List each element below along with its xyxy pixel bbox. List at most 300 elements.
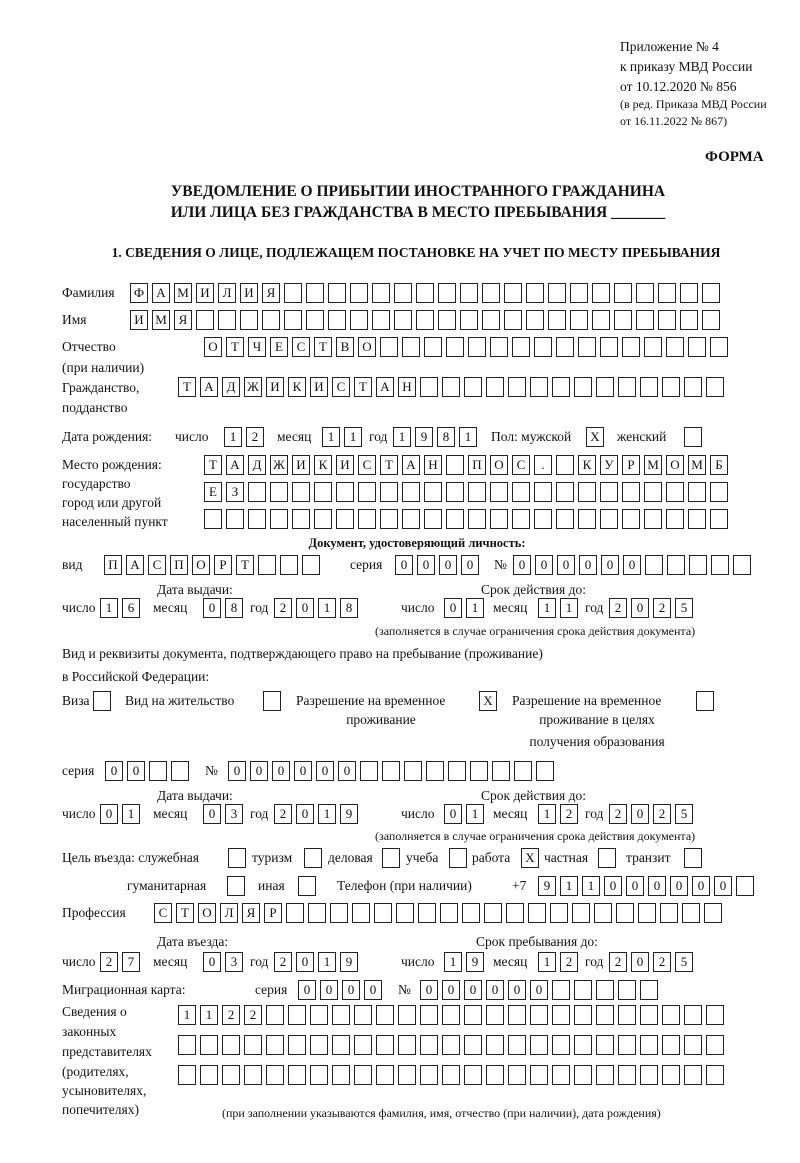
char-cell <box>244 1035 262 1055</box>
char-cell: 0 <box>631 598 649 618</box>
char-cell: 0 <box>461 555 479 575</box>
id-series-label: серия <box>350 557 383 572</box>
char-cell: X <box>521 848 539 868</box>
rd-issue-year-label: год <box>250 806 269 821</box>
char-cell <box>514 761 532 781</box>
entry-month-field <box>203 952 243 972</box>
char-cell <box>372 310 390 330</box>
char-cell: 0 <box>420 980 438 1000</box>
char-cell: П <box>104 555 122 575</box>
entry-year-label: год <box>250 954 269 969</box>
char-cell <box>556 509 574 529</box>
char-cell <box>526 310 544 330</box>
rd-number-label: № <box>205 763 218 778</box>
char-cell <box>328 283 346 303</box>
char-cell: 0 <box>714 876 732 896</box>
char-cell <box>374 903 392 923</box>
char-cell <box>666 509 684 529</box>
char-cell: 2 <box>653 952 671 972</box>
char-cell <box>376 1035 394 1055</box>
char-cell: С <box>358 455 376 475</box>
char-cell: 5 <box>675 952 693 972</box>
char-cell <box>592 283 610 303</box>
char-cell: Т <box>204 455 222 475</box>
char-cell: М <box>174 283 192 303</box>
char-cell <box>622 482 640 502</box>
char-cell <box>614 310 632 330</box>
char-cell <box>644 337 662 357</box>
char-cell <box>380 482 398 502</box>
char-cell <box>636 310 654 330</box>
char-cell: С <box>154 903 172 923</box>
char-cell <box>704 903 722 923</box>
char-cell <box>684 1035 702 1055</box>
sex-male-checkbox <box>586 427 604 447</box>
char-cell: 0 <box>626 876 644 896</box>
char-cell <box>662 1065 680 1085</box>
entry-date-label: Дата въезда: <box>157 934 229 949</box>
char-cell: 2 <box>244 1005 262 1025</box>
char-cell <box>596 1035 614 1055</box>
char-cell <box>570 310 588 330</box>
purpose-study-label: учеба <box>406 850 439 865</box>
char-cell <box>360 761 378 781</box>
temp-residence-edu-checkbox <box>696 691 714 711</box>
char-cell: 2 <box>274 598 292 618</box>
phone-prefix: +7 <box>512 878 527 893</box>
char-cell <box>262 310 280 330</box>
char-cell <box>448 761 466 781</box>
purpose-tourism-label: туризм <box>252 850 293 865</box>
char-cell: А <box>152 283 170 303</box>
char-cell <box>618 980 636 1000</box>
char-cell: 9 <box>466 952 484 972</box>
char-cell <box>666 482 684 502</box>
char-cell <box>336 482 354 502</box>
char-cell: А <box>126 555 144 575</box>
name-label: Имя <box>62 312 87 327</box>
char-cell: 0 <box>316 761 334 781</box>
char-cell <box>460 310 478 330</box>
purpose-transit-checkbox <box>684 848 702 868</box>
char-cell <box>574 1065 592 1085</box>
purpose-service-label: Цель въезда: служебная <box>62 850 199 865</box>
id-kind-label: вид <box>62 557 83 572</box>
char-cell <box>556 455 574 475</box>
reps-row-2 <box>178 1035 724 1055</box>
stay-month-field <box>538 952 578 972</box>
char-cell <box>594 903 612 923</box>
char-cell <box>446 455 464 475</box>
char-cell <box>596 1005 614 1025</box>
char-cell: Л <box>220 903 238 923</box>
char-cell <box>464 377 482 397</box>
stay-day-field <box>444 952 484 972</box>
char-cell <box>398 1065 416 1085</box>
char-cell <box>292 482 310 502</box>
char-cell: И <box>310 377 328 397</box>
char-cell: 0 <box>464 980 482 1000</box>
char-cell: X <box>586 427 604 447</box>
char-cell <box>733 555 751 575</box>
appendix-number: Приложение № 4 <box>620 39 719 54</box>
reps-label-5: усыновителях, <box>62 1083 147 1098</box>
char-cell: С <box>148 555 166 575</box>
char-cell <box>200 1035 218 1055</box>
char-cell <box>570 283 588 303</box>
char-cell <box>662 1005 680 1025</box>
char-cell: 1 <box>224 427 242 447</box>
char-cell <box>222 1065 240 1085</box>
char-cell: 1 <box>344 427 362 447</box>
char-cell <box>196 310 214 330</box>
char-cell <box>592 310 610 330</box>
char-cell <box>684 377 702 397</box>
char-cell <box>394 283 412 303</box>
stay-until-label: Срок пребывания до: <box>476 934 598 949</box>
residence-permit-checkbox <box>263 691 281 711</box>
char-cell: М <box>152 310 170 330</box>
birth-year-label: год <box>369 429 388 444</box>
revision-ref: (в ред. Приказа МВД России <box>620 97 767 111</box>
char-cell <box>420 377 438 397</box>
char-cell <box>218 310 236 330</box>
char-cell <box>288 1005 306 1025</box>
char-cell: 2 <box>609 598 627 618</box>
char-cell: 0 <box>298 980 316 1000</box>
char-cell: 2 <box>560 952 578 972</box>
char-cell <box>284 283 302 303</box>
rd-valid-year-label: год <box>585 806 604 821</box>
char-cell: 0 <box>601 555 619 575</box>
rd-series-field <box>105 761 189 781</box>
id-valid-year-label: год <box>585 600 604 615</box>
char-cell <box>280 555 298 575</box>
char-cell <box>468 509 486 529</box>
char-cell: О <box>666 455 684 475</box>
char-cell <box>394 310 412 330</box>
char-cell <box>658 283 676 303</box>
char-cell: 1 <box>444 952 462 972</box>
char-cell: 6 <box>122 598 140 618</box>
char-cell: Н <box>424 455 442 475</box>
patronymic-field <box>204 337 728 357</box>
char-cell: 1 <box>459 427 477 447</box>
char-cell: 0 <box>127 761 145 781</box>
char-cell <box>512 482 530 502</box>
char-cell <box>490 482 508 502</box>
char-cell <box>710 337 728 357</box>
char-cell <box>596 980 614 1000</box>
reps-row-1 <box>178 1005 724 1025</box>
char-cell <box>574 980 592 1000</box>
char-cell: 0 <box>631 804 649 824</box>
entry-day-label: число <box>62 954 96 969</box>
char-cell: 2 <box>560 804 578 824</box>
char-cell <box>438 283 456 303</box>
char-cell <box>446 337 464 357</box>
char-cell <box>258 555 276 575</box>
char-cell: 0 <box>296 598 314 618</box>
char-cell: 8 <box>340 598 358 618</box>
char-cell <box>618 1035 636 1055</box>
reps-label-2: законных <box>62 1024 117 1039</box>
char-cell <box>314 482 332 502</box>
stay-year-field <box>609 952 693 972</box>
char-cell: 0 <box>513 555 531 575</box>
sex-female-checkbox <box>684 427 702 447</box>
char-cell: Ж <box>244 377 262 397</box>
char-cell <box>286 903 304 923</box>
char-cell <box>530 377 548 397</box>
char-cell <box>350 310 368 330</box>
char-cell <box>490 337 508 357</box>
char-cell: 0 <box>203 598 221 618</box>
char-cell: 1 <box>318 952 336 972</box>
char-cell: 1 <box>538 598 556 618</box>
char-cell: И <box>336 455 354 475</box>
char-cell <box>402 482 420 502</box>
char-cell: К <box>578 455 596 475</box>
rd-number-field <box>228 761 554 781</box>
char-cell <box>438 310 456 330</box>
char-cell: Р <box>214 555 232 575</box>
char-cell <box>310 1065 328 1085</box>
char-cell <box>302 555 320 575</box>
citizenship-label: Гражданство, <box>62 380 140 395</box>
id-validity-note: (заполняется в случае ограничения срока действия документа) <box>375 624 696 638</box>
char-cell: Ж <box>270 455 288 475</box>
purpose-service-checkbox <box>228 848 246 868</box>
mc-number-label: № <box>398 982 411 997</box>
char-cell <box>298 876 316 896</box>
char-cell <box>270 482 288 502</box>
char-cell: 0 <box>272 761 290 781</box>
char-cell <box>596 377 614 397</box>
char-cell <box>684 848 702 868</box>
char-cell: А <box>200 377 218 397</box>
char-cell <box>696 691 714 711</box>
temp-residence-label: Разрешение на временное <box>296 693 446 708</box>
char-cell <box>680 310 698 330</box>
char-cell <box>350 283 368 303</box>
char-cell <box>446 482 464 502</box>
id-series-field <box>395 555 479 575</box>
char-cell <box>240 310 258 330</box>
char-cell: 1 <box>318 804 336 824</box>
char-cell <box>574 377 592 397</box>
rd-validity-note: (заполняется в случае ограничения срока действия документа) <box>375 829 696 843</box>
char-cell <box>149 761 167 781</box>
id-issue-day-field <box>100 598 140 618</box>
id-kind-field <box>104 555 320 575</box>
char-cell: 0 <box>623 555 641 575</box>
char-cell <box>486 1035 504 1055</box>
id-valid-day-label: число <box>401 600 435 615</box>
char-cell <box>228 848 246 868</box>
char-cell <box>548 283 566 303</box>
rd-issue-day-field <box>100 804 140 824</box>
sex-male-label: Пол: мужской <box>491 429 572 444</box>
char-cell <box>638 903 656 923</box>
char-cell <box>504 283 522 303</box>
char-cell: 1 <box>560 598 578 618</box>
char-cell <box>380 509 398 529</box>
char-cell: 1 <box>122 804 140 824</box>
phone-field <box>538 876 754 896</box>
stay-day-label: число <box>401 954 435 969</box>
char-cell <box>449 848 467 868</box>
char-cell <box>442 1065 460 1085</box>
char-cell <box>420 1005 438 1025</box>
purpose-business-checkbox <box>382 848 400 868</box>
order-date: от 10.12.2020 № 856 <box>620 79 737 94</box>
id-issue-date-label: Дата выдачи: <box>157 582 233 597</box>
char-cell <box>328 310 346 330</box>
char-cell: Т <box>236 555 254 575</box>
char-cell: Д <box>248 455 266 475</box>
char-cell <box>618 1005 636 1025</box>
char-cell <box>204 509 222 529</box>
id-number-field <box>513 555 751 575</box>
char-cell: 1 <box>178 1005 196 1025</box>
char-cell: 0 <box>296 804 314 824</box>
char-cell: 0 <box>670 876 688 896</box>
char-cell: X <box>479 691 497 711</box>
char-cell: А <box>226 455 244 475</box>
char-cell <box>706 377 724 397</box>
char-cell: 3 <box>225 804 243 824</box>
char-cell <box>636 283 654 303</box>
char-cell <box>464 1035 482 1055</box>
char-cell <box>382 761 400 781</box>
form-label: ФОРМА <box>705 149 764 165</box>
char-cell: 8 <box>437 427 455 447</box>
right-doc-label: Вид и реквизиты документа, подтверждающего право на пребывание (проживание) <box>62 646 543 661</box>
char-cell: Н <box>398 377 416 397</box>
purpose-private-checkbox <box>598 848 616 868</box>
purpose-tourism-checkbox <box>304 848 322 868</box>
char-cell <box>578 509 596 529</box>
char-cell: С <box>512 455 530 475</box>
char-cell <box>404 761 422 781</box>
char-cell <box>508 1005 526 1025</box>
rd-valid-day-label: число <box>401 806 435 821</box>
char-cell: 5 <box>675 804 693 824</box>
char-cell <box>618 1065 636 1085</box>
rd-series-label: серия <box>62 763 95 778</box>
char-cell <box>622 337 640 357</box>
temp-residence-edu-label-2: проживание в целях <box>539 712 655 727</box>
char-cell <box>508 377 526 397</box>
char-cell <box>486 377 504 397</box>
char-cell <box>332 1065 350 1085</box>
char-cell: Е <box>204 482 222 502</box>
char-cell <box>667 555 685 575</box>
char-cell: Т <box>380 455 398 475</box>
id-issue-year-label: год <box>250 600 269 615</box>
char-cell: Я <box>262 283 280 303</box>
char-cell: 2 <box>246 427 264 447</box>
char-cell <box>616 903 634 923</box>
reps-label-1: Сведения о <box>62 1004 127 1019</box>
char-cell <box>684 1005 702 1025</box>
char-cell <box>578 482 596 502</box>
char-cell <box>645 555 663 575</box>
char-cell <box>548 310 566 330</box>
char-cell: Р <box>264 903 282 923</box>
char-cell <box>644 482 662 502</box>
char-cell: 1 <box>466 804 484 824</box>
char-cell: 0 <box>530 980 548 1000</box>
stay-month-label: месяц <box>493 954 528 969</box>
char-cell <box>171 761 189 781</box>
char-cell <box>710 509 728 529</box>
char-cell <box>420 1035 438 1055</box>
citizenship-field <box>178 377 724 397</box>
rd-valid-year-field <box>609 804 693 824</box>
char-cell <box>288 1035 306 1055</box>
id-valid-year-field <box>609 598 693 618</box>
char-cell <box>526 283 544 303</box>
char-cell: 0 <box>250 761 268 781</box>
surname-field <box>130 283 720 303</box>
char-cell <box>711 555 729 575</box>
char-cell: Б <box>710 455 728 475</box>
char-cell: С <box>292 337 310 357</box>
char-cell <box>308 903 326 923</box>
char-cell <box>534 482 552 502</box>
char-cell <box>266 1065 284 1085</box>
char-cell <box>614 283 632 303</box>
purpose-humanitarian-checkbox <box>227 876 245 896</box>
char-cell <box>556 482 574 502</box>
reps-note: (при заполнении указываются фамилия, имя, отчество (при наличии), дата рождения) <box>222 1106 661 1120</box>
char-cell: 0 <box>579 555 597 575</box>
char-cell: К <box>288 377 306 397</box>
char-cell: 0 <box>100 804 118 824</box>
char-cell: У <box>600 455 618 475</box>
residence-permit-label: Вид на жительство <box>125 693 235 708</box>
char-cell <box>512 509 530 529</box>
char-cell <box>684 427 702 447</box>
char-cell: Л <box>218 283 236 303</box>
char-cell <box>310 1035 328 1055</box>
char-cell <box>266 1005 284 1025</box>
char-cell <box>358 482 376 502</box>
id-valid-month-label: месяц <box>493 600 528 615</box>
char-cell: 2 <box>274 804 292 824</box>
patronymic-label: Отчество <box>62 339 116 354</box>
char-cell: 0 <box>364 980 382 1000</box>
char-cell: А <box>402 455 420 475</box>
char-cell <box>552 980 570 1000</box>
char-cell <box>530 1005 548 1025</box>
char-cell <box>376 1065 394 1085</box>
char-cell <box>424 509 442 529</box>
birth-day-field <box>224 427 264 447</box>
char-cell: 0 <box>508 980 526 1000</box>
char-cell: 7 <box>122 952 140 972</box>
char-cell <box>578 337 596 357</box>
birth-place-label-2: государство <box>62 476 131 491</box>
char-cell <box>420 1065 438 1085</box>
temp-residence-checkbox <box>479 691 497 711</box>
char-cell <box>376 1005 394 1025</box>
document-title-line2: ИЛИ ЛИЦА БЕЗ ГРАЖДАНСТВА В МЕСТО ПРЕБЫВАНИЯ _______ <box>170 204 666 221</box>
entry-day-field <box>100 952 140 972</box>
char-cell: Т <box>178 377 196 397</box>
